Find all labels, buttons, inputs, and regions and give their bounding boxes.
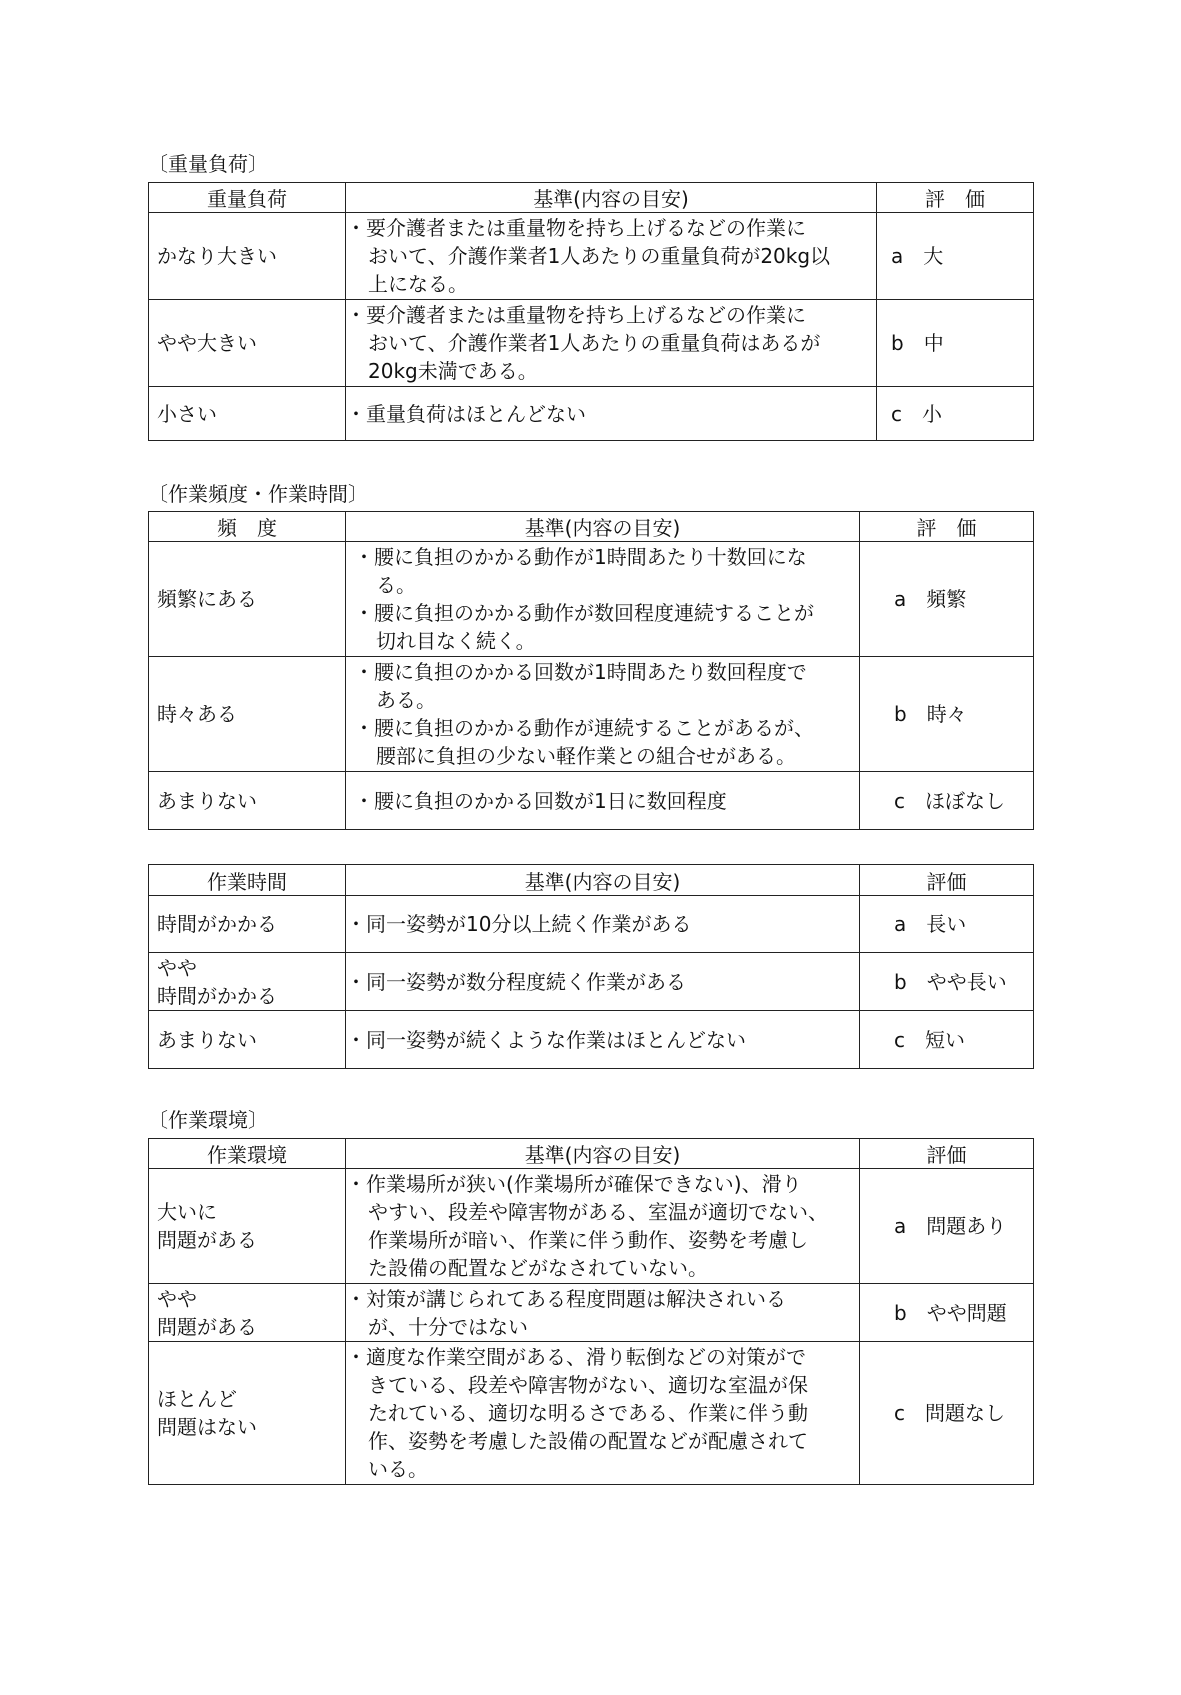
table-header-row <box>149 865 1034 896</box>
header-eval: 評価 <box>860 865 1034 896</box>
level-cell: 大いに 問題がある <box>149 1169 346 1284</box>
header-criteria: 基準(内容の目安) <box>346 1139 860 1169</box>
table-row <box>149 953 1034 1011</box>
table-row <box>149 1284 1034 1342</box>
level-cell: 時間がかかる <box>149 896 346 953</box>
eval-cell: b やや問題 <box>860 1284 1034 1342</box>
table-row <box>149 387 1034 441</box>
criteria-cell <box>346 542 860 657</box>
table-row <box>149 896 1034 953</box>
criteria-cell: ・作業場所が狭い(作業場所が確保できない)、滑り やすい、段差や障害物がある、室温が適切でない、 作業場所が暗い、作業に伴う動作、姿勢を考慮し た設備の配置などがなされていない。 <box>346 1169 860 1284</box>
level-cell: やや 時間がかかる <box>149 953 346 1011</box>
table-row <box>149 772 1034 830</box>
table-row <box>149 1169 1034 1284</box>
environment-table <box>148 1138 1034 1485</box>
eval-cell: b やや長い <box>860 953 1034 1011</box>
criteria-bullet: ・腰に負担のかかる動作が1時間あたり十数回にな る。 <box>354 545 807 597</box>
table-row <box>149 657 1034 772</box>
criteria-cell <box>346 772 860 830</box>
criteria-bullet: ・腰に負担のかかる動作が連続することがあるが、 腰部に負担の少ない軽作業との組合せがある。 <box>354 716 814 768</box>
header-criteria: 基準(内容の目安) <box>346 865 860 896</box>
level-cell: やや大きい <box>149 300 346 387</box>
header-level: 頻 度 <box>149 512 346 542</box>
header-eval: 評 価 <box>877 183 1034 213</box>
table-row <box>149 300 1034 387</box>
criteria-cell: ・適度な作業空間がある、滑り転倒などの対策がで きている、段差や障害物がない、適切な室温が保 たれている、適切な明るさである、作業に伴う動 作、姿勢を考慮した設備の配置などが配慮されて いる。 <box>346 1342 860 1485</box>
level-cell: あまりない <box>149 1011 346 1069</box>
criteria-cell: ・重量負荷はほとんどない <box>346 387 877 441</box>
section-title-environment: 〔作業環境〕 <box>148 1108 268 1132</box>
frequency-table <box>148 511 1034 830</box>
table-header-row <box>149 512 1034 542</box>
table-row <box>149 1342 1034 1485</box>
criteria-cell: ・要介護者または重量物を持ち上げるなどの作業に おいて、介護作業者1人あたりの重量負荷が20kg以 上になる。 <box>346 213 877 300</box>
table-header-row <box>149 183 1034 213</box>
section-title-frequency: 〔作業頻度・作業時間〕 <box>148 482 368 506</box>
header-eval: 評価 <box>860 1139 1034 1169</box>
header-criteria: 基準(内容の目安) <box>346 512 860 542</box>
eval-cell: a 大 <box>877 213 1034 300</box>
level-cell: かなり大きい <box>149 213 346 300</box>
criteria-cell: ・要介護者または重量物を持ち上げるなどの作業に おいて、介護作業者1人あたりの重量負荷はあるが 20kg未満である。 <box>346 300 877 387</box>
criteria-bullet: ・腰に負担のかかる動作が数回程度連続することが 切れ目なく続く。 <box>354 601 814 653</box>
eval-cell: a 頻繁 <box>860 542 1034 657</box>
duration-table <box>148 864 1034 1069</box>
header-eval: 評 価 <box>860 512 1034 542</box>
criteria-cell: ・同一姿勢が数分程度続く作業がある <box>346 953 860 1011</box>
level-cell: 頻繁にある <box>149 542 346 657</box>
table-row <box>149 1011 1034 1069</box>
table-row <box>149 542 1034 657</box>
criteria-cell: ・同一姿勢が10分以上続く作業がある <box>346 896 860 953</box>
level-cell: ほとんど 問題はない <box>149 1342 346 1485</box>
criteria-cell: ・対策が講じられてある程度問題は解決されいる が、十分ではない <box>346 1284 860 1342</box>
level-cell: 時々ある <box>149 657 346 772</box>
section-title-weight: 〔重量負荷〕 <box>148 152 268 176</box>
header-level: 重量負荷 <box>149 183 346 213</box>
weight-load-table <box>148 182 1034 441</box>
criteria-bullet: ・腰に負担のかかる回数が1日に数回程度 <box>354 788 727 813</box>
header-level: 作業環境 <box>149 1139 346 1169</box>
level-cell: やや 問題がある <box>149 1284 346 1342</box>
criteria-bullet: ・腰に負担のかかる回数が1時間あたり数回程度で ある。 <box>354 660 807 712</box>
eval-cell: a 長い <box>860 896 1034 953</box>
eval-cell: b 中 <box>877 300 1034 387</box>
eval-cell: c 短い <box>860 1011 1034 1069</box>
criteria-cell <box>346 657 860 772</box>
eval-cell: b 時々 <box>860 657 1034 772</box>
eval-cell: c ほぼなし <box>860 772 1034 830</box>
criteria-cell: ・同一姿勢が続くような作業はほとんどない <box>346 1011 860 1069</box>
table-row <box>149 213 1034 300</box>
eval-cell: a 問題あり <box>860 1169 1034 1284</box>
header-level: 作業時間 <box>149 865 346 896</box>
eval-cell: c 小 <box>877 387 1034 441</box>
level-cell: あまりない <box>149 772 346 830</box>
header-criteria: 基準(内容の目安) <box>346 183 877 213</box>
eval-cell: c 問題なし <box>860 1342 1034 1485</box>
level-cell: 小さい <box>149 387 346 441</box>
table-header-row <box>149 1139 1034 1169</box>
